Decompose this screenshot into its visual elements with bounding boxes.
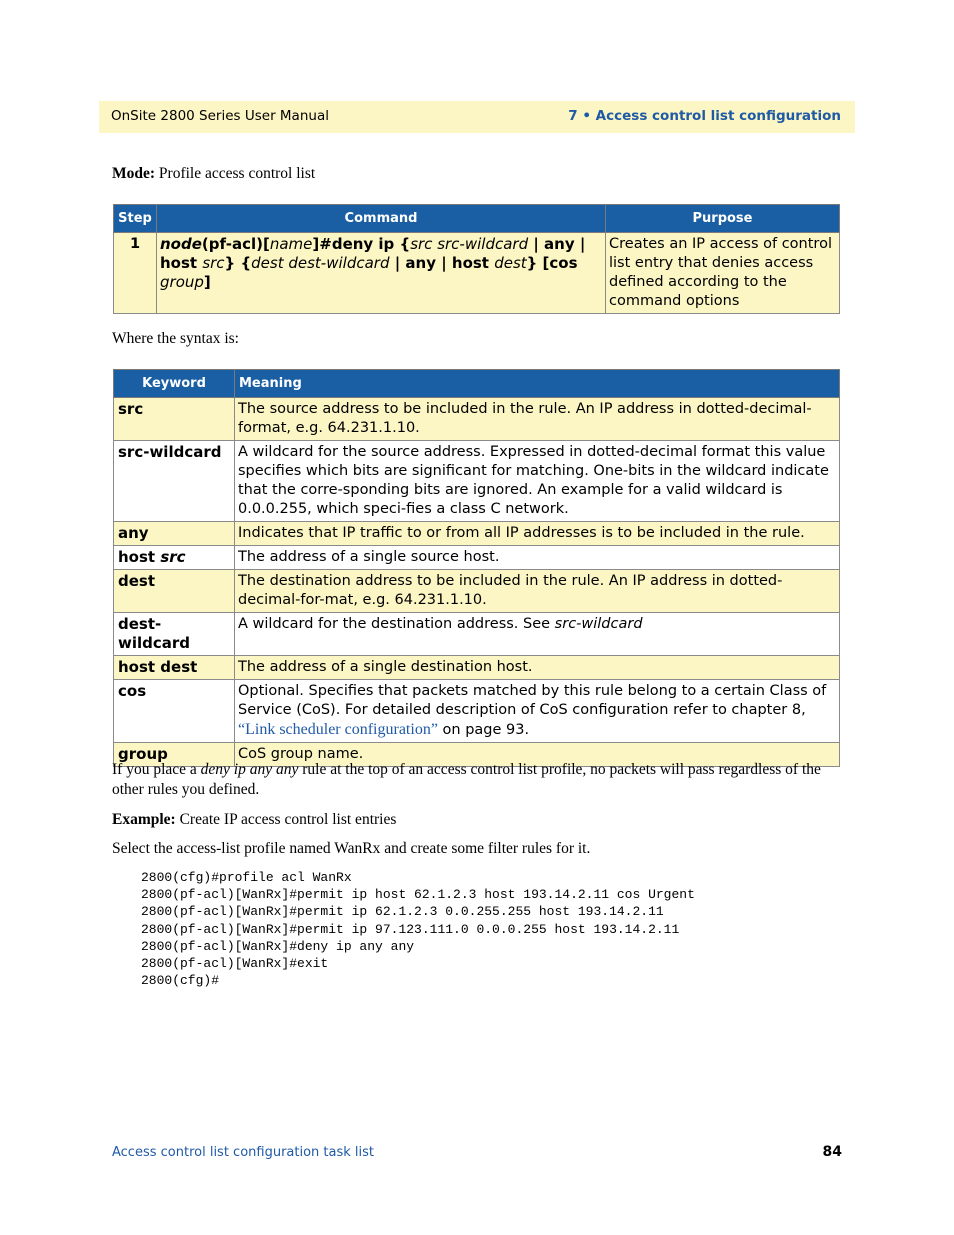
table-row — [114, 546, 840, 570]
meaning-cell: A wildcard for the destination address. See src-wildcard — [235, 613, 840, 656]
meaning-cell: The address of a single source host. — [235, 546, 840, 570]
keyword-cell: host dest — [114, 656, 235, 680]
code-line: 2800(pf-acl)[WanRx]#deny ip any any — [141, 938, 415, 954]
code-block — [141, 869, 695, 989]
example-text: Create IP access control list entries — [179, 811, 397, 828]
command-syntax: node(pf-acl)[name]#deny ip {src src-wildcard | any | host src} {dest dest-wildcard | any | host dest} [cos group] — [157, 233, 606, 314]
keyword-cell: src-wildcard — [114, 441, 235, 522]
meaning-cell: CoS group name. — [235, 743, 840, 767]
table-row — [114, 398, 840, 441]
syntax-intro: Where the syntax is: — [112, 330, 239, 347]
keyword-cell: dest — [114, 570, 235, 613]
code-line: 2800(cfg)# — [141, 973, 220, 989]
mode-text: Profile access control list — [158, 165, 316, 182]
meaning-cell: The source address to be included in the rule. An IP address in dotted-decimal-format, e.g. 64.231.1.10. — [235, 398, 840, 441]
keyword-cell: src — [114, 398, 235, 441]
footer-section-title: Access control list configuration task list — [112, 1145, 375, 1160]
table-row — [114, 656, 840, 680]
code-line: 2800(cfg)#profile acl WanRx — [141, 870, 352, 885]
step-number: 1 — [114, 233, 157, 314]
deny-note: If you place a deny ip any any rule at the top of an access control list profile, no packets will pass regardless of the other rules you defined. — [112, 761, 821, 798]
table-row — [114, 522, 840, 546]
meaning-cell: The destination address to be included in the rule. An IP address in dotted-decimal-for-mat, e.g. 64.231.1.10. — [235, 570, 840, 613]
table-row — [114, 680, 840, 743]
link-scheduler-link[interactable]: “Link scheduler configuration” — [238, 721, 438, 738]
header-meaning: Meaning — [235, 370, 840, 398]
keyword-table — [113, 369, 840, 767]
table-row — [114, 570, 840, 613]
keyword-cell: group — [114, 743, 235, 767]
meaning-cell: The address of a single destination host. — [235, 656, 840, 680]
code-line: 2800(pf-acl)[WanRx]#exit — [141, 956, 329, 972]
mode-label: Mode: — [112, 165, 156, 182]
table-row — [114, 613, 840, 656]
meaning-cell: Optional. Specifies that packets matched by this rule belong to a certain Class of Service (CoS). For detailed description of CoS configuration refer to chapter 8, “Link scheduler configuration” on page 93. — [235, 680, 840, 743]
keyword-cell: dest-wildcard — [114, 613, 235, 656]
header-command: Command — [157, 205, 606, 233]
page-number: 84 — [822, 1144, 842, 1160]
header-purpose: Purpose — [606, 205, 840, 233]
manual-title: OnSite 2800 Series User Manual — [111, 108, 329, 124]
mode-line — [112, 164, 842, 184]
keyword-cell: any — [114, 522, 235, 546]
keyword-cell: cos — [114, 680, 235, 743]
chapter-title: 7 • Access control list configuration — [568, 108, 841, 124]
table-row — [114, 233, 840, 314]
meaning-cell: A wildcard for the source address. Expressed in dotted-decimal format this value specifies which bits are significant for matching. One-bits in the wildcard indicate that the corre-sponding bits are ignored. An example for a valid wildcard is 0.0.0.255, which speci-fies a class C network. — [235, 441, 840, 522]
code-line: 2800(pf-acl)[WanRx]#permit ip 62.1.2.3 0.0.255.255 host 193.14.2.11 — [141, 904, 664, 920]
example-label: Example: — [112, 811, 176, 828]
meaning-cell: Indicates that IP traffic to or from all IP addresses is to be included in the rule. — [235, 522, 840, 546]
table-row — [114, 441, 840, 522]
command-purpose: Creates an IP access of control list entry that denies access defined according to the command options — [606, 233, 840, 314]
example-line — [112, 810, 842, 830]
code-line: 2800(pf-acl)[WanRx]#permit ip host 62.1.2.3 host 193.14.2.11 cos Urgent — [141, 887, 695, 903]
running-header — [99, 101, 855, 133]
header-step: Step — [114, 205, 157, 233]
code-line: 2800(pf-acl)[WanRx]#permit ip 97.123.111.0 0.0.0.255 host 193.14.2.11 — [141, 921, 680, 937]
command-table — [113, 204, 840, 314]
select-instructions: Select the access-list profile named WanRx and create some filter rules for it. — [112, 840, 591, 857]
keyword-cell: host src — [114, 546, 235, 570]
header-keyword: Keyword — [114, 370, 235, 398]
